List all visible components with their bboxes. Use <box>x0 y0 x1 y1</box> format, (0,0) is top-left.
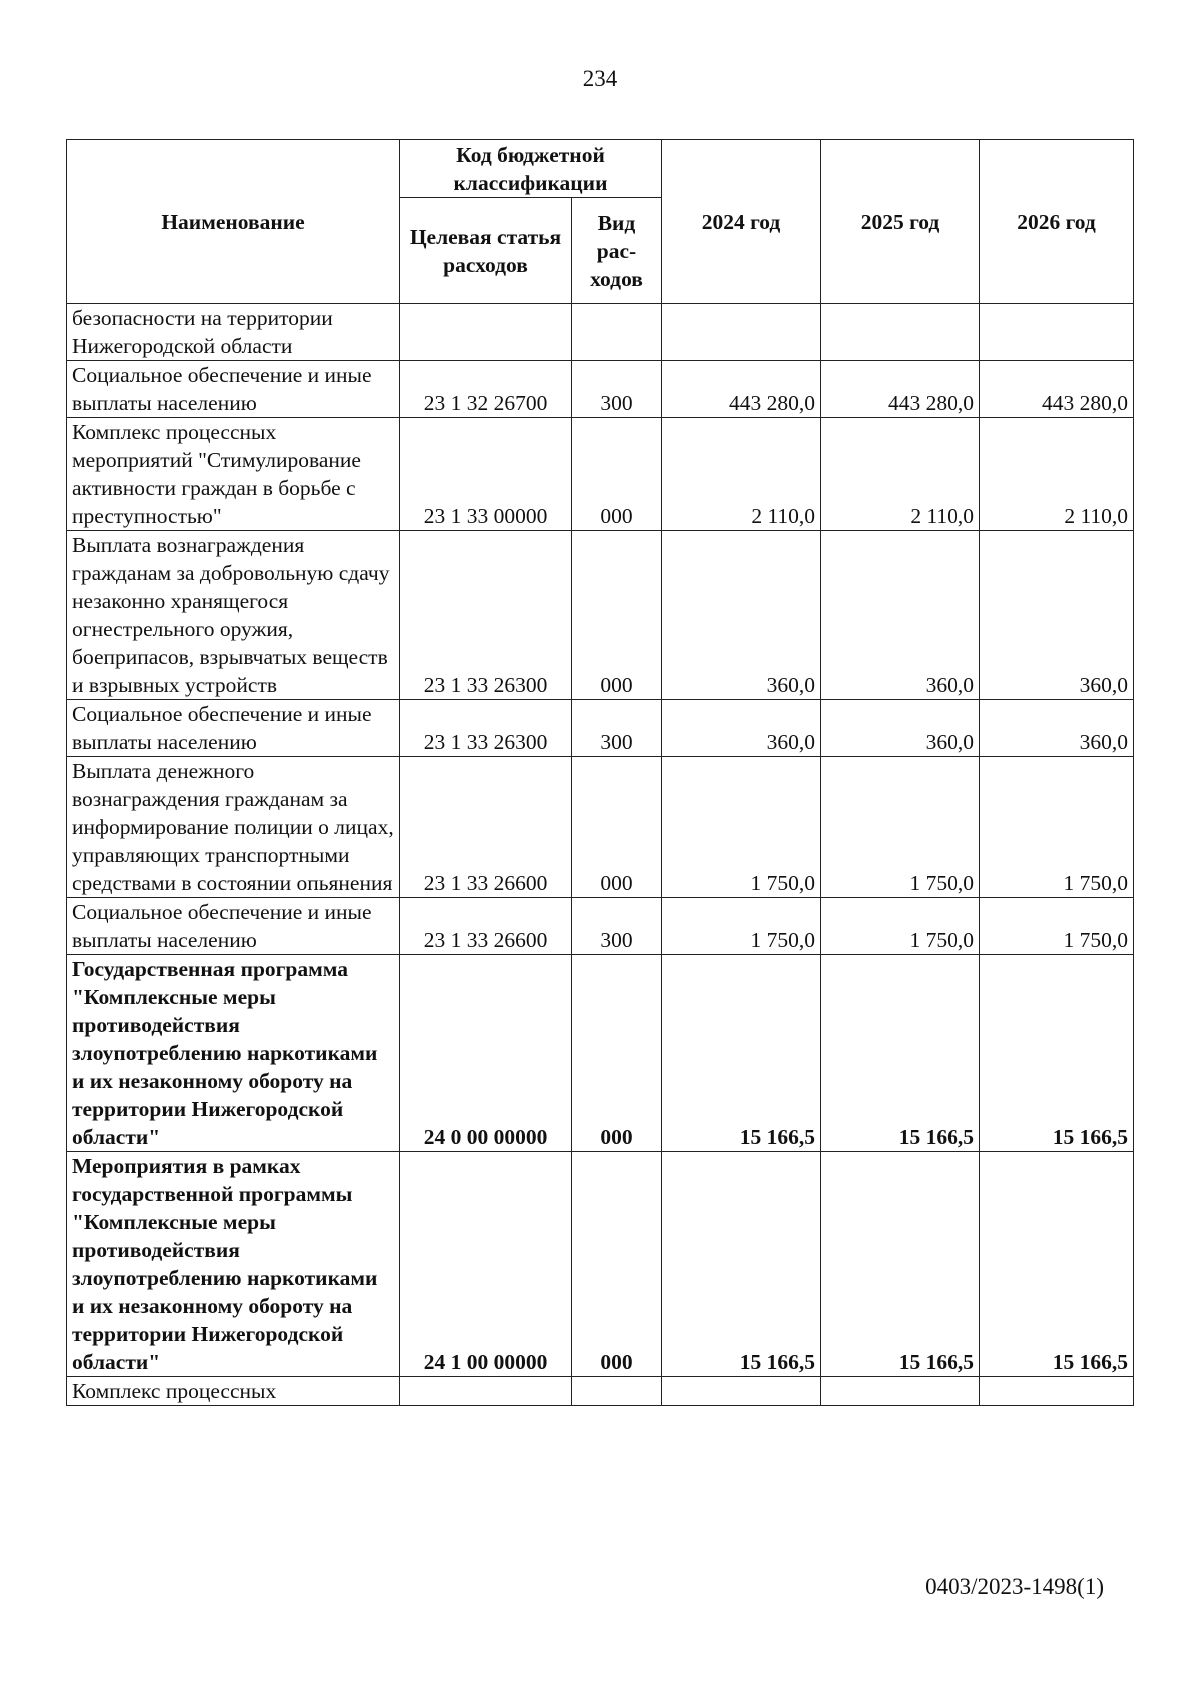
row-name: Комплекс процессных <box>67 1377 400 1406</box>
row-target-code <box>400 1377 572 1406</box>
row-value-2026: 1 750,0 <box>980 898 1134 955</box>
row-value-2025: 443 280,0 <box>821 361 980 418</box>
row-target-code: 23 1 32 26700 <box>400 361 572 418</box>
row-value-2026: 443 280,0 <box>980 361 1134 418</box>
row-target-code: 23 1 33 26600 <box>400 898 572 955</box>
row-kind-code <box>572 1377 662 1406</box>
header-kind: Вид рас-ходов <box>572 198 662 304</box>
row-name: Выплата вознаграждения гражданам за добровольную сдачу незаконно хранящегося огнестрельного оружия, боеприпасов, взрывчатых веществ и взрывных устройств <box>67 531 400 700</box>
row-target-code: 23 1 33 26300 <box>400 531 572 700</box>
row-value-2025 <box>821 1377 980 1406</box>
row-value-2024: 15 166,5 <box>662 1152 821 1377</box>
row-value-2025: 360,0 <box>821 531 980 700</box>
row-name: Государственная программа "Комплексные меры противодействия злоупотреблению наркотиками и их незаконному обороту на территории Нижегородской области" <box>67 955 400 1152</box>
header-2024: 2024 год <box>662 140 821 304</box>
row-name: Комплекс процессных мероприятий "Стимулирование активности граждан в борьбе с преступностью" <box>67 418 400 531</box>
row-value-2024: 1 750,0 <box>662 757 821 898</box>
table-row <box>67 361 1134 418</box>
row-name: Выплата денежного вознаграждения гражданам за информирование полиции о лицах, управляющих транспортными средствами в состоянии опьянения <box>67 757 400 898</box>
doc-number: 0403/2023-1498(1) <box>925 1574 1104 1599</box>
row-value-2025: 15 166,5 <box>821 1152 980 1377</box>
row-value-2026: 2 110,0 <box>980 418 1134 531</box>
row-value-2024: 15 166,5 <box>662 955 821 1152</box>
header-2025: 2025 год <box>821 140 980 304</box>
row-value-2024: 360,0 <box>662 531 821 700</box>
row-value-2026: 360,0 <box>980 531 1134 700</box>
header-target: Целевая статья расходов <box>400 198 572 304</box>
row-target-code: 24 1 00 00000 <box>400 1152 572 1377</box>
row-name: Социальное обеспечение и иные выплаты населению <box>67 898 400 955</box>
row-kind-code: 300 <box>572 898 662 955</box>
row-target-code: 23 1 33 00000 <box>400 418 572 531</box>
row-value-2024: 443 280,0 <box>662 361 821 418</box>
row-value-2026: 15 166,5 <box>980 955 1134 1152</box>
row-kind-code: 000 <box>572 1152 662 1377</box>
row-value-2024 <box>662 304 821 361</box>
row-kind-code <box>572 304 662 361</box>
row-value-2024: 360,0 <box>662 700 821 757</box>
table-row <box>67 304 1134 361</box>
header-code-group: Код бюджетной классификации <box>400 140 662 198</box>
row-value-2026: 1 750,0 <box>980 757 1134 898</box>
page-number: 234 <box>582 66 618 91</box>
row-name: Мероприятия в рамках государственной программы "Комплексные меры противодействия злоупотреблению наркотиками и их незаконному обороту на территории Нижегородской области" <box>67 1152 400 1377</box>
table-row <box>67 955 1134 1152</box>
header-2026: 2026 год <box>980 140 1134 304</box>
row-kind-code: 000 <box>572 418 662 531</box>
row-value-2025: 1 750,0 <box>821 898 980 955</box>
row-value-2025: 360,0 <box>821 700 980 757</box>
row-value-2026: 360,0 <box>980 700 1134 757</box>
row-kind-code: 000 <box>572 757 662 898</box>
row-value-2026 <box>980 304 1134 361</box>
table-row <box>67 1377 1134 1406</box>
table-row <box>67 757 1134 898</box>
budget-table <box>66 139 1134 1406</box>
row-value-2024 <box>662 1377 821 1406</box>
row-target-code: 24 0 00 00000 <box>400 955 572 1152</box>
table-row <box>67 700 1134 757</box>
table-body <box>67 304 1134 1406</box>
table-row <box>67 531 1134 700</box>
row-value-2026: 15 166,5 <box>980 1152 1134 1377</box>
row-target-code: 23 1 33 26600 <box>400 757 572 898</box>
row-value-2025: 1 750,0 <box>821 757 980 898</box>
row-value-2025: 2 110,0 <box>821 418 980 531</box>
header-name: Наименование <box>67 140 400 304</box>
row-target-code: 23 1 33 26300 <box>400 700 572 757</box>
row-value-2024: 1 750,0 <box>662 898 821 955</box>
table-row <box>67 418 1134 531</box>
row-value-2024: 2 110,0 <box>662 418 821 531</box>
row-kind-code: 000 <box>572 531 662 700</box>
row-kind-code: 300 <box>572 361 662 418</box>
row-kind-code: 300 <box>572 700 662 757</box>
row-value-2026 <box>980 1377 1134 1406</box>
row-name: Социальное обеспечение и иные выплаты населению <box>67 361 400 418</box>
row-kind-code: 000 <box>572 955 662 1152</box>
table-row <box>67 1152 1134 1377</box>
row-name: безопасности на территории Нижегородской области <box>67 304 400 361</box>
table-row <box>67 898 1134 955</box>
row-value-2025 <box>821 304 980 361</box>
row-name: Социальное обеспечение и иные выплаты населению <box>67 700 400 757</box>
row-target-code <box>400 304 572 361</box>
row-value-2025: 15 166,5 <box>821 955 980 1152</box>
table-header <box>67 140 1134 304</box>
